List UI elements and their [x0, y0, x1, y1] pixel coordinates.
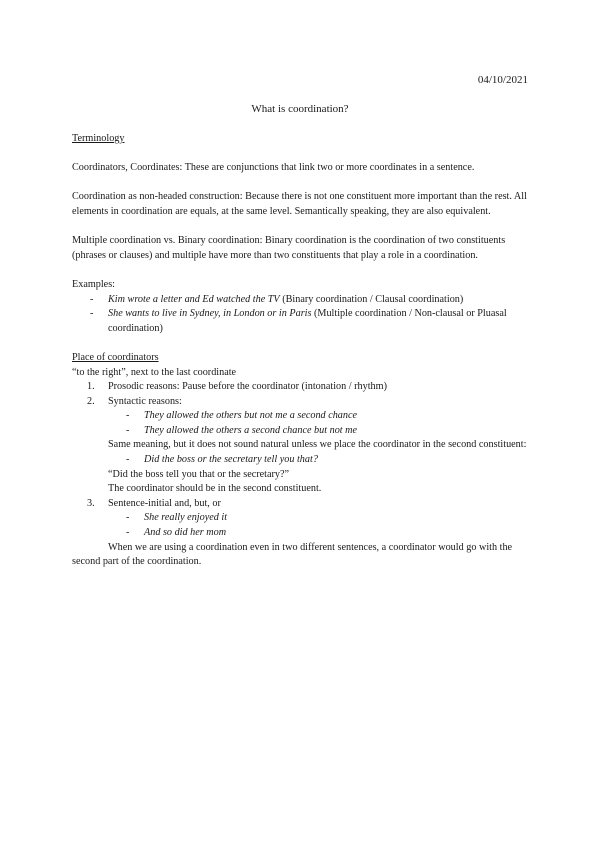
place-intro: “to the right”, next to the last coordinate — [72, 366, 237, 378]
numbered-item — [72, 395, 528, 410]
terminology-heading: Terminology — [72, 133, 125, 144]
paragraph-coordinators: Coordinators, Coordinates: These are conjunctions that link two or more coordinates in a sentence. — [72, 162, 475, 174]
sub-example-text: They allowed the others a second chance but not me — [144, 424, 358, 436]
examples-label: Examples: — [72, 278, 116, 290]
item-text: Prosodic reasons: Pause before the coordinator (intonation / rhythm) — [108, 381, 387, 393]
example-item — [72, 293, 528, 308]
item-text: Sentence-initial and, but, or — [108, 497, 221, 509]
dash-marker: - — [90, 293, 94, 305]
item-quote: “Did the boss tell you that or the secretary?” — [108, 468, 290, 480]
item-text: Syntactic reasons: — [108, 395, 182, 407]
paragraph-multiple-vs-binary: Multiple coordination vs. Binary coordination: Binary coordination is the coordination of two constituents (phrases or clauses) and multiple have more than two constituents that play a role in a coordination. — [72, 235, 506, 261]
dash-marker: - — [126, 424, 130, 436]
document-body — [72, 132, 528, 570]
sub-example-text: They allowed the others but not me a second chance — [144, 410, 358, 422]
sub-example-text: She really enjoyed it — [144, 512, 228, 524]
numbered-item — [72, 380, 528, 395]
closing-paragraph: When we are using a coordination even in two different sentences, a coordinator would go with the second part of the coordination. — [72, 541, 513, 568]
sub-example-text: And so did her mom — [144, 527, 227, 539]
example-note: (Binary coordination / Clausal coordination) — [279, 293, 464, 305]
dash-marker: - — [126, 512, 130, 524]
item-note: Same meaning, but it does not sound natural unless we place the coordinator in the second constituent: — [108, 439, 527, 451]
dash-marker: - — [90, 308, 94, 320]
number-marker: 2. — [87, 395, 95, 407]
dash-marker: - — [126, 410, 130, 422]
sub-example — [72, 424, 528, 439]
item-note: The coordinator should be in the second constituent. — [108, 483, 322, 495]
example-item — [72, 307, 528, 336]
example-note: (Multiple coordination / Non-clausal or Pluasal coordination) — [108, 308, 507, 334]
number-marker: 1. — [87, 381, 95, 393]
example-sentence: Kim wrote a letter and Ed watched the TV — [108, 293, 280, 305]
sub-example — [72, 526, 528, 541]
sub-example — [72, 409, 528, 424]
dash-marker: - — [126, 527, 130, 539]
numbered-item — [72, 497, 528, 512]
dash-marker: - — [126, 454, 130, 466]
example-sentence: She wants to live in Sydney, in London or in Paris — [108, 308, 312, 320]
sub-example-text: Did the boss or the secretary tell you that? — [144, 454, 318, 466]
document-title: What is coordination? — [251, 103, 349, 115]
number-marker: 3. — [87, 497, 95, 509]
place-heading: Place of coordinators — [72, 351, 159, 363]
document-date: 04/10/2021 — [477, 74, 528, 86]
sub-example — [72, 511, 528, 526]
sub-example — [72, 453, 528, 468]
paragraph-non-headed: Coordination as non-headed construction: Because there is not one constituent more important than the rest. All elements in coordination are equals, at the same level. Semantically speaking, they are also equivalent. — [72, 191, 527, 217]
